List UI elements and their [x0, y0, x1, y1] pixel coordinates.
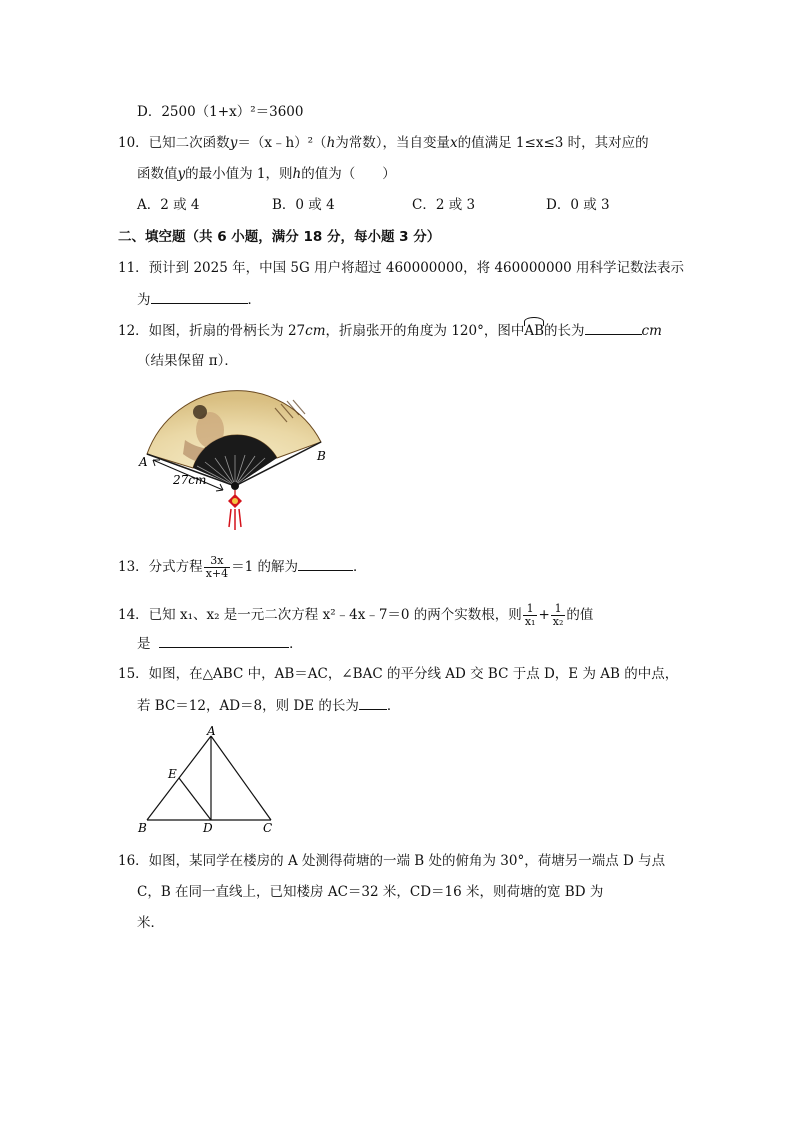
q10-option-d: D．0 或 3 — [546, 197, 610, 213]
q10-line1 — [118, 134, 649, 152]
side-ac — [211, 736, 271, 820]
fan-label-b: B — [317, 449, 326, 463]
tassel-bead — [232, 498, 238, 504]
q14-frac1-num: 1 — [523, 603, 538, 616]
q9-option-d: D．2500（1+x）²＝3600 — [137, 104, 304, 120]
q12-line2: （结果保留 π）． — [137, 353, 238, 369]
q14-frac1-den: x₁ — [524, 615, 536, 628]
vertex-label-b: B — [138, 821, 147, 835]
q14-prefix: 是 — [137, 636, 151, 652]
q14-fraction-2 — [551, 603, 566, 628]
segment-de — [179, 778, 211, 820]
q14-text: 的值 — [566, 607, 594, 623]
triangle-figure — [135, 724, 285, 836]
q14-text: 14．已知 x₁、x₂ 是一元二次方程 x²﹣4x﹣7＝0 的两个实数根，则 — [118, 607, 522, 623]
section-title: 二、填空题（共 6 小题，满分 18 分，每小题 3 分） — [118, 229, 441, 245]
q14-frac2-den: x₂ — [552, 615, 564, 628]
fan-label-a: A — [139, 455, 148, 469]
q11-line1: 11．预计到 2025 年，中国 5G 用户将超过 460000000，将 460000000 用科学记数法表示 — [118, 260, 685, 276]
q10-text: 函数值 — [137, 166, 178, 182]
q12-unit: cm — [641, 323, 662, 339]
q15-prefix: 若 BC＝12，AD＝8，则 DE 的长为 — [137, 698, 359, 714]
fan-painting — [193, 405, 207, 419]
q12-text: 12．如图，折扇的骨柄长为 27 — [118, 323, 306, 339]
q16-line2: C，B 在同一直线上，已知楼房 AC＝32 米，CD＝16 米，则荷塘的宽 BD 为 — [137, 884, 604, 900]
fan-pivot — [231, 482, 239, 490]
q14-line2 — [137, 634, 303, 653]
q13-line — [118, 555, 367, 580]
fan-label-length: 27cm — [173, 473, 207, 487]
q10-var-y: y — [229, 135, 238, 151]
q13-answer-blank[interactable] — [298, 557, 353, 571]
tassel-fringe — [229, 509, 241, 530]
q14-suffix: ． — [289, 636, 303, 652]
q11-answer-blank[interactable] — [151, 290, 248, 304]
q14-frac2-num: 1 — [551, 603, 566, 616]
q13-text: ＝1 的解为 — [231, 559, 298, 575]
q10-var-h: h — [326, 135, 336, 151]
q15-answer-blank[interactable] — [359, 696, 387, 710]
q10-line2 — [137, 165, 396, 183]
q12-text: 的长为 — [544, 323, 585, 339]
q13-text: ． — [353, 559, 367, 575]
q10-text: 10．已知二次函数 — [118, 135, 230, 151]
q11-line2 — [137, 290, 261, 309]
q14-fraction-1 — [523, 603, 538, 628]
q12-text: ，折扇张开的角度为 120°，图中 — [325, 323, 525, 339]
q14-line1 — [118, 603, 593, 628]
q13-fraction — [204, 555, 230, 580]
point-label-e: E — [168, 767, 177, 781]
q10-option-b: B．0 或 4 — [272, 197, 335, 213]
q12-answer-blank[interactable] — [585, 321, 642, 335]
q16-line1: 16．如图，某同学在楼房的 A 处测得荷塘的一端 B 处的俯角为 30°，荷塘另一端点 D 与点 — [118, 853, 666, 869]
q16-line3: 米． — [137, 915, 164, 931]
q11-suffix: ． — [247, 292, 261, 308]
q10-text: 的值为（ ） — [301, 166, 396, 182]
q12-line1 — [118, 321, 662, 340]
q10-var-x: x — [450, 135, 458, 151]
q10-var-h: h — [292, 166, 302, 182]
q10-var-y: y — [177, 166, 186, 182]
q10-text: 的值满足 1≤x≤3 时，其对应的 — [457, 135, 649, 151]
point-label-d: D — [203, 821, 213, 835]
q12-arc-label: AB — [524, 323, 545, 339]
q13-frac-den: x+4 — [205, 567, 229, 580]
vertex-label-c: C — [263, 821, 273, 835]
q11-prefix: 为 — [137, 292, 151, 308]
q14-plus: + — [538, 607, 550, 623]
q10-text: ＝（x﹣h）²（ — [237, 135, 327, 151]
q10-option-c: C．2 或 3 — [412, 197, 476, 213]
q13-text: 13．分式方程 — [118, 559, 203, 575]
q15-suffix: ． — [386, 698, 401, 714]
q10-text: 为常数），当自变量 — [335, 135, 451, 151]
q14-answer-blank[interactable] — [159, 634, 289, 648]
q10-option-a: A．2 或 4 — [137, 197, 200, 213]
vertex-label-a: A — [207, 724, 216, 738]
q15-line2 — [137, 696, 400, 715]
folding-fan-figure — [135, 382, 335, 540]
q13-frac-num: 3x — [204, 555, 230, 568]
q15-line1: 15．如图，在△ABC 中，AB＝AC，∠BAC 的平分线 AD 交 BC 于点 D，E 为 AB 的中点， — [118, 666, 679, 682]
q10-text: 的最小值为 1，则 — [185, 166, 293, 182]
q12-unit: cm — [305, 323, 326, 339]
